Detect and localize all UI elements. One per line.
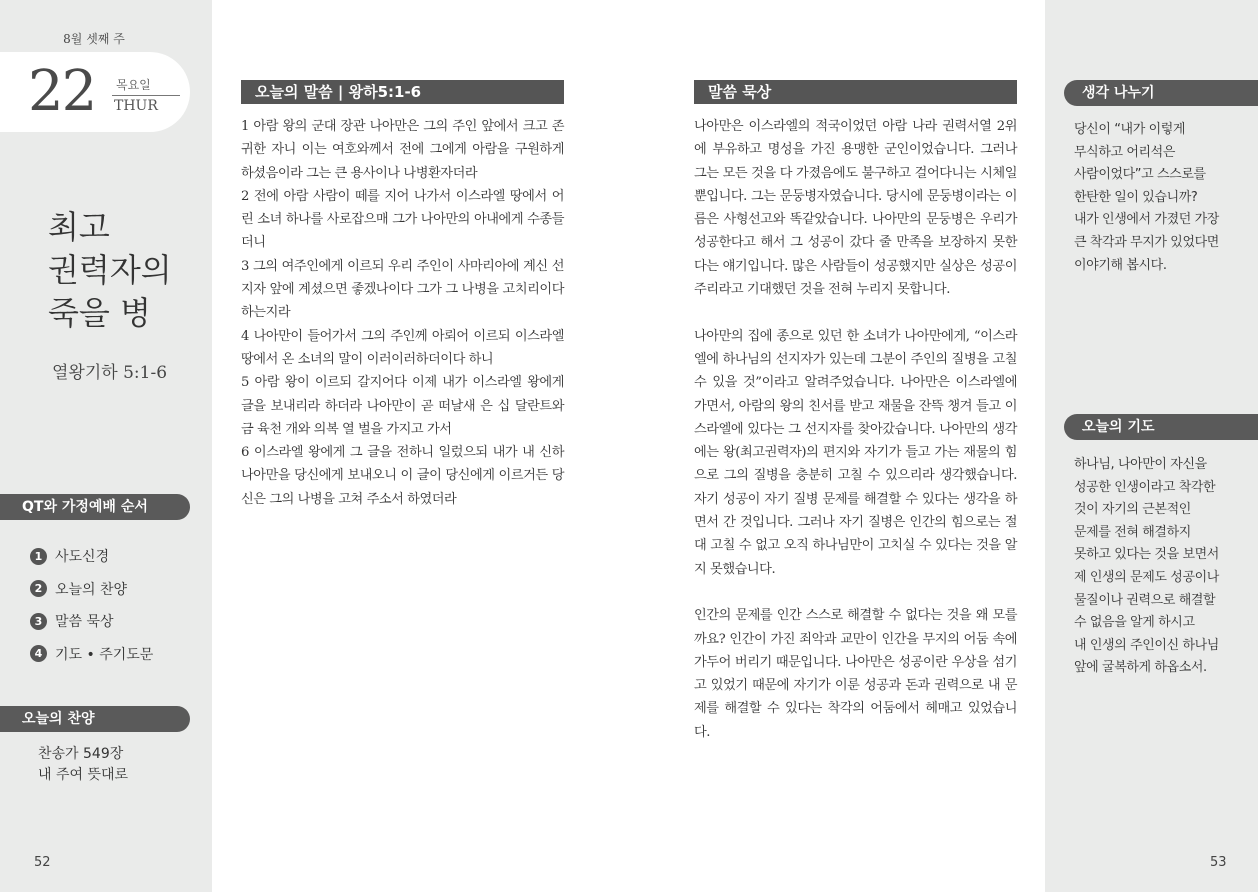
sharing-line: 큰 착각과 무지가 있었다면 bbox=[1074, 234, 1219, 250]
order-item-label: 말씀 묵상 bbox=[55, 614, 114, 631]
verse: 5 아람 왕이 이르되 갈지어다 이제 내가 이스라엘 왕에게 글을 보내리라 하더라 나아만이 곧 떠날새 은 십 달란트와 금 육천 개와 의복 열 벌을 가지고 가서 bbox=[241, 375, 564, 437]
order-item bbox=[30, 540, 153, 573]
weekday-divider bbox=[112, 95, 180, 96]
meditation-paragraph: 인간의 문제를 인간 스스로 해결할 수 없다는 것을 왜 모를까요? 인간이 가진 죄악과 교만이 인간을 무지의 어둠 속에 가두어 버리기 때문입니다. 나아만은 성공이란 우상을 섬기고 있었기 때문에 자기가 이룬 성공과 돈과 권력으로 내 문제를 해결할 수 있다는 착각의 어둠에서 헤매고 있었습니다. bbox=[694, 608, 1017, 740]
weekday-english: THUR bbox=[114, 98, 158, 114]
order-item-label: 기도 • 주기도문 bbox=[55, 646, 154, 663]
number-circle-icon: 4 bbox=[30, 645, 47, 662]
verse: 4 나아만이 들어가서 그의 주인께 아뢰어 이르되 이스라엘 땅에서 온 소녀의 말이 이러이러하더이다 하니 bbox=[241, 328, 564, 367]
meditation-paragraph: 나아만의 집에 종으로 있던 한 소녀가 나아만에게, “이스라엘에 하나님의 선지자가 있는데 그분이 주인의 질병을 고칠 수 있을 것”이라고 알려주었습니다. 나아만은 이스라엘에 가면서, 아람의 왕의 친서를 받고 재물을 잔뜩 챙겨 들고 이스라엘에 있다는 그 선지자를 찾아갔습니다. 나아만의 생각에는 왕(최고권력자)의 편지와 자기가 들고 가는 재물의 힘으로 그의 질병을 충분히 고칠 수 있으리라 생각했습니다. 자기 성공이 자기 질병 문제를 해결할 수 있다는 생각을 하면서 간 것입니다. 그러나 자기 질병은 인간의 힘으로는 절대 고칠 수 없고 오직 하나님만이 고치실 수 있다는 것을 알지 못했습니다. bbox=[694, 328, 1017, 577]
sharing-heading: 생각 나누기 bbox=[1064, 80, 1258, 106]
sharing-line: 한탄한 일이 있습니까? bbox=[1074, 189, 1198, 205]
weekday-korean: 목요일 bbox=[116, 78, 151, 92]
week-label: 8월 셋째 주 bbox=[63, 32, 125, 46]
order-item bbox=[30, 573, 153, 606]
prayer-line: 앞에 굴복하게 하옵소서. bbox=[1074, 660, 1207, 676]
number-circle-icon: 3 bbox=[30, 613, 47, 630]
sharing-line: 사람이었다”고 스스로를 bbox=[1074, 167, 1206, 183]
prayer-line: 내 인생의 주인이신 하나님 bbox=[1074, 637, 1219, 653]
title-line: 죽을 병 bbox=[48, 294, 151, 332]
day-number: 22 bbox=[28, 59, 96, 124]
prayer-heading: 오늘의 기도 bbox=[1064, 414, 1258, 440]
number-circle-icon: 1 bbox=[30, 548, 47, 565]
number-circle-icon: 2 bbox=[30, 580, 47, 597]
prayer-line: 수 없음을 알게 하시고 bbox=[1074, 615, 1195, 631]
prayer-line: 못하고 있다는 것을 보면서 bbox=[1074, 547, 1219, 563]
prayer-line: 성공한 인생이라고 착각한 bbox=[1074, 479, 1216, 495]
title-line: 최고 bbox=[48, 208, 110, 246]
prayer-line: 것이 자기의 근본적인 bbox=[1074, 502, 1191, 518]
meditation-heading: 말씀 묵상 bbox=[694, 80, 1017, 104]
prayer-text bbox=[1074, 454, 1246, 680]
order-item-label: 오늘의 찬양 bbox=[55, 581, 128, 598]
page-number-left: 52 bbox=[34, 855, 51, 870]
todays-word-heading: 오늘의 말씀 | 왕하5:1-6 bbox=[241, 80, 564, 104]
meditation-text bbox=[694, 115, 1017, 744]
page-number-right: 53 bbox=[1210, 855, 1227, 870]
order-list bbox=[30, 540, 153, 670]
hymn-info bbox=[38, 744, 128, 786]
hymn-heading: 오늘의 찬양 bbox=[0, 706, 190, 732]
scripture-text bbox=[241, 115, 564, 511]
order-item bbox=[30, 638, 153, 671]
sharing-line: 이야기해 봅시다. bbox=[1074, 257, 1167, 273]
order-item-label: 사도신경 bbox=[55, 549, 110, 566]
sharing-line: 당신이 “내가 이렇게 bbox=[1074, 122, 1186, 137]
prayer-line: 물질이나 권력으로 해결할 bbox=[1074, 592, 1216, 608]
hymn-number: 찬송가 549장 bbox=[38, 746, 124, 762]
meditation-paragraph: 나아만은 이스라엘의 적국이었던 아람 나라 권력서열 2위에 부유하고 명성을 가진 용맹한 군인이었습니다. 그러나 그는 모든 것을 다 가졌음에도 불구하고 걸어다니는 시체일 뿐입니다. 그는 문둥병자였습니다. 당시에 문둥병이라는 이름은 사형선고와 똑같았습니다. 나아만의 문둥병은 우리가 성공한다고 해서 그 성공이 갔다 줄 만족을 보장하지 못한다는 얘기입니다. 많은 사람들이 성공했지만 실상은 성공이 주리라고 기대했던 것을 전혀 누리지 못합니다. bbox=[694, 119, 1017, 298]
prayer-line: 하나님, 나아만이 자신을 bbox=[1074, 457, 1207, 472]
prayer-line: 문제를 전혀 해결하지 bbox=[1074, 524, 1191, 540]
title-line: 권력자의 bbox=[48, 251, 172, 289]
verse: 6 이스라엘 왕에게 그 글을 전하니 일렀으되 내가 내 신하 나아만을 당신에게 보내오니 이 글이 당신에게 이르거든 당신은 그의 나병을 고쳐 주소서 하였더라 bbox=[241, 445, 564, 507]
verse: 3 그의 여주인에게 이르되 우리 주인이 사마리아에 계신 선지자 앞에 계셨으면 좋겠나이다 그가 그 나병을 고치리이다 하는지라 bbox=[241, 258, 564, 321]
verse: 1 아람 왕의 군대 장관 나아만은 그의 주인 앞에서 크고 존귀한 자니 이는 여호와께서 전에 그에게 아람을 구원하게 하셨음이라 그는 큰 용사이나 나병환자더라 bbox=[241, 119, 564, 181]
hymn-title: 내 주여 뜻대로 bbox=[38, 767, 129, 783]
sharing-line: 내가 인생에서 가졌던 가장 bbox=[1074, 212, 1219, 228]
sharing-text bbox=[1074, 119, 1246, 277]
verse: 2 전에 아람 사람이 떼를 지어 나가서 이스라엘 땅에서 어린 소녀 하나를 사로잡으매 그가 나아만의 아내에게 수종들더니 bbox=[241, 188, 564, 251]
prayer-line: 제 인생의 문제도 성공이나 bbox=[1074, 569, 1219, 585]
scripture-reference: 열왕기하 5:1-6 bbox=[52, 363, 168, 383]
order-heading: QT와 가정예배 순서 bbox=[0, 494, 190, 520]
order-item bbox=[30, 605, 153, 638]
page-title bbox=[48, 206, 172, 335]
sharing-line: 무식하고 어리석은 bbox=[1074, 144, 1175, 160]
